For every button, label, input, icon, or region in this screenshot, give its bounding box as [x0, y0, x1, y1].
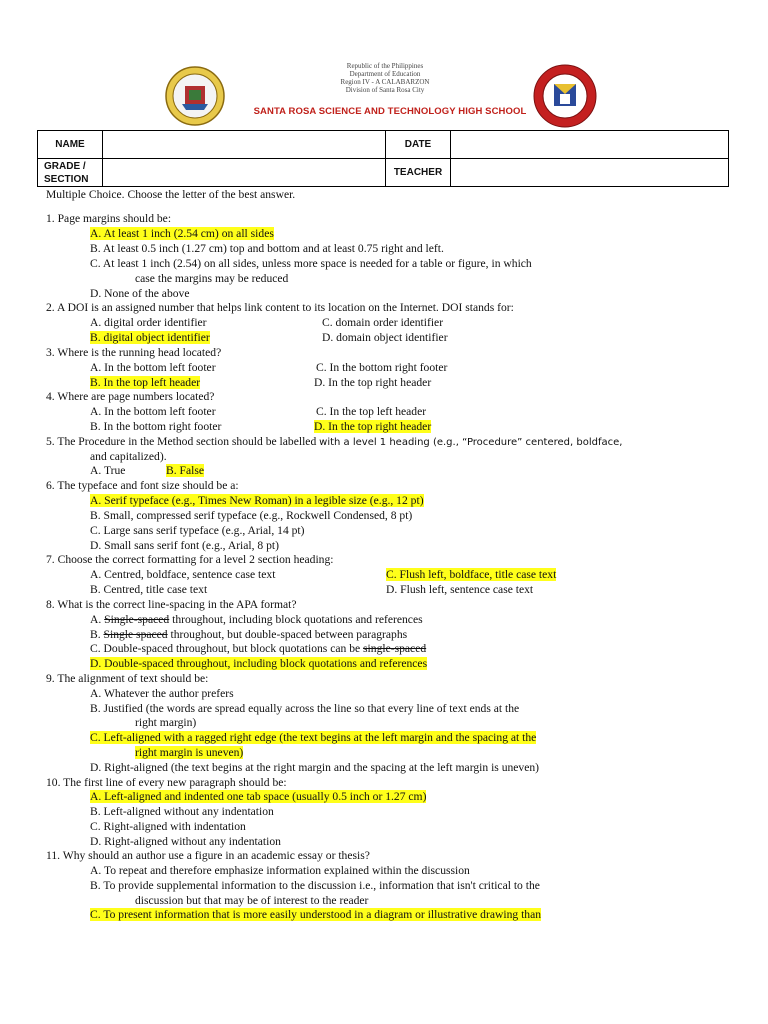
- question-7: 7. Choose the correct formatting for a level 2 section heading:: [46, 553, 334, 566]
- q6-option-d: D. Small sans serif font (e.g., Arial, 8 pt): [90, 539, 280, 552]
- q8b-text: throughout, but double-spaced between paragraphs: [167, 628, 408, 641]
- region-line: Region IV - A CALABARZON: [340, 78, 430, 86]
- q7-option-a: A. Centred, boldface, sentence case text: [90, 568, 276, 581]
- q8a-strikethrough: Single-spaced: [104, 613, 170, 626]
- q2-option-c: C. domain order identifier: [322, 316, 444, 329]
- grade-section-field[interactable]: [103, 159, 386, 187]
- q11-option-b-cont: discussion but that may be of interest to the reader: [135, 894, 369, 907]
- date-field[interactable]: [451, 131, 729, 159]
- q9-option-a: A. Whatever the author prefers: [90, 687, 234, 700]
- q10-option-a: A. Left-aligned and indented one tab space (usually 0.5 inch or 1.27 cm): [90, 790, 427, 803]
- date-label: DATE: [386, 131, 451, 159]
- q9-option-d: D. Right-aligned (the text begins at the right margin and the spacing at the left margin is uneven): [90, 761, 540, 774]
- q3-option-d: D. In the top right header: [314, 376, 432, 389]
- q8b-letter: B.: [90, 628, 104, 641]
- q11-option-b: B. To provide supplemental information to the discussion i.e., information that isn't critical to the: [90, 879, 540, 892]
- q4-option-c: C. In the top left header: [316, 405, 427, 418]
- q6-option-c: C. Large sans serif typeface (e.g., Arial, 14 pt): [90, 524, 305, 537]
- q3-option-a: A. In the bottom left footer: [90, 361, 216, 374]
- q8b-strikethrough: Single spaced: [103, 628, 168, 641]
- grade-section-label: [38, 159, 103, 187]
- q11-option-c: C. To present information that is more easily understood in a diagram or illustrative drawing than: [90, 908, 542, 921]
- q1-option-b: B. At least 0.5 inch (1.27 cm) top and bottom and at least 0.75 right and left.: [90, 242, 444, 255]
- q3-option-c: C. In the bottom right footer: [316, 361, 448, 374]
- q8-option-d: D. Double-spaced throughout, including block quotations and references: [90, 657, 428, 670]
- q10-option-b: B. Left-aligned without any indentation: [90, 805, 274, 818]
- q1-option-c-cont: case the margins may be reduced: [135, 272, 289, 285]
- question-11: 11. Why should an author use a figure in an academic essay or thesis?: [46, 849, 370, 862]
- question-5-example: with a level 1 heading (e.g., “Procedure” centered, boldface,: [319, 437, 623, 448]
- q9-option-c-cont: right margin is uneven): [135, 746, 244, 759]
- q4-option-b: B. In the bottom right footer: [90, 420, 222, 433]
- q6-option-a: A. Serif typeface (e.g., Times New Roman) in a legible size (e.g., 12 pt): [90, 494, 424, 507]
- question-10: 10. The first line of every new paragraph should be:: [46, 776, 287, 789]
- question-9: 9. The alignment of text should be:: [46, 672, 209, 685]
- q7-option-d: D. Flush left, sentence case text: [386, 583, 534, 596]
- q8c-text: C. Double-spaced throughout, but block quotations can be: [90, 642, 364, 655]
- q7-option-b: B. Centred, title case text: [90, 583, 208, 596]
- question-5-cont: and capitalized).: [90, 450, 167, 463]
- q8c-strikethrough: single-spaced: [363, 642, 427, 655]
- deped-seal-icon: [164, 66, 226, 126]
- q11-option-a: A. To repeat and therefore emphasize information explained within the discussion: [90, 864, 470, 877]
- q5-option-a: A. True: [90, 464, 126, 477]
- q2-option-d: D. domain object identifier: [322, 331, 448, 344]
- teacher-field[interactable]: [451, 159, 729, 187]
- school-name: SANTA ROSA SCIENCE AND TECHNOLOGY HIGH SCHOOL: [253, 106, 527, 117]
- q9-option-b: B. Justified (the words are spread equally across the line so that every line of text ends at the: [90, 702, 520, 715]
- q3-option-b: B. In the top left header: [90, 376, 201, 389]
- q8-option-a: [90, 613, 423, 627]
- q8a-letter: A.: [90, 613, 105, 626]
- instructions: Multiple Choice. Choose the letter of the best answer.: [46, 188, 296, 201]
- q1-option-a: A. At least 1 inch (2.54 cm) on all sides: [90, 227, 274, 240]
- teacher-label: TEACHER: [386, 159, 451, 187]
- grade-label-line: GRADE /: [44, 160, 86, 172]
- q10-option-d: D. Right-aligned without any indentation: [90, 835, 281, 848]
- q1-option-d: D. None of the above: [90, 287, 190, 300]
- deped-line: Department of Education: [349, 70, 421, 78]
- q5-option-b: B. False: [166, 464, 205, 477]
- name-label: NAME: [38, 131, 103, 159]
- q8a-text: throughout, including block quotations and references: [169, 613, 423, 626]
- q7-option-c: C. Flush left, boldface, title case text: [386, 568, 557, 581]
- q9-option-c: C. Left-aligned with a ragged right edge (the text begins at the left margin and the spacing at the: [90, 731, 537, 744]
- division-line: Division of Santa Rosa City: [345, 86, 425, 94]
- q2-option-a: A. digital order identifier: [90, 316, 207, 329]
- q8-option-b: [90, 628, 407, 642]
- q8-option-c: [90, 642, 426, 656]
- question-5: [46, 435, 622, 449]
- question-8: 8. What is the correct line-spacing in the APA format?: [46, 598, 297, 611]
- q10-option-c: C. Right-aligned with indentation: [90, 820, 246, 833]
- q1-option-c: C. At least 1 inch (2.54) on all sides, unless more space is needed for a table or figure, in which: [90, 257, 532, 270]
- school-seal-icon: [532, 64, 598, 128]
- section-label-line: SECTION: [44, 173, 89, 185]
- question-4: 4. Where are page numbers located?: [46, 390, 215, 403]
- republic-line: Republic of the Philippines: [346, 62, 424, 70]
- q6-option-b: B. Small, compressed serif typeface (e.g., Rockwell Condensed, 8 pt): [90, 509, 413, 522]
- question-1: 1. Page margins should be:: [46, 212, 172, 225]
- question-2: 2. A DOI is an assigned number that helps link content to its location on the Internet. DOI stands for:: [46, 301, 514, 314]
- school-header: [0, 58, 768, 128]
- student-info-table: [37, 130, 729, 187]
- q4-option-d: D. In the top right header: [314, 420, 432, 433]
- question-5-text: 5. The Procedure in the Method section should be labelled: [46, 435, 320, 448]
- q9-option-b-cont: right margin): [135, 716, 197, 729]
- q4-option-a: A. In the bottom left footer: [90, 405, 216, 418]
- name-field[interactable]: [103, 131, 386, 159]
- question-6: 6. The typeface and font size should be a:: [46, 479, 239, 492]
- header-text-block: [240, 62, 530, 94]
- q2-option-b: B. digital object identifier: [90, 331, 210, 344]
- question-3: 3. Where is the running head located?: [46, 346, 222, 359]
